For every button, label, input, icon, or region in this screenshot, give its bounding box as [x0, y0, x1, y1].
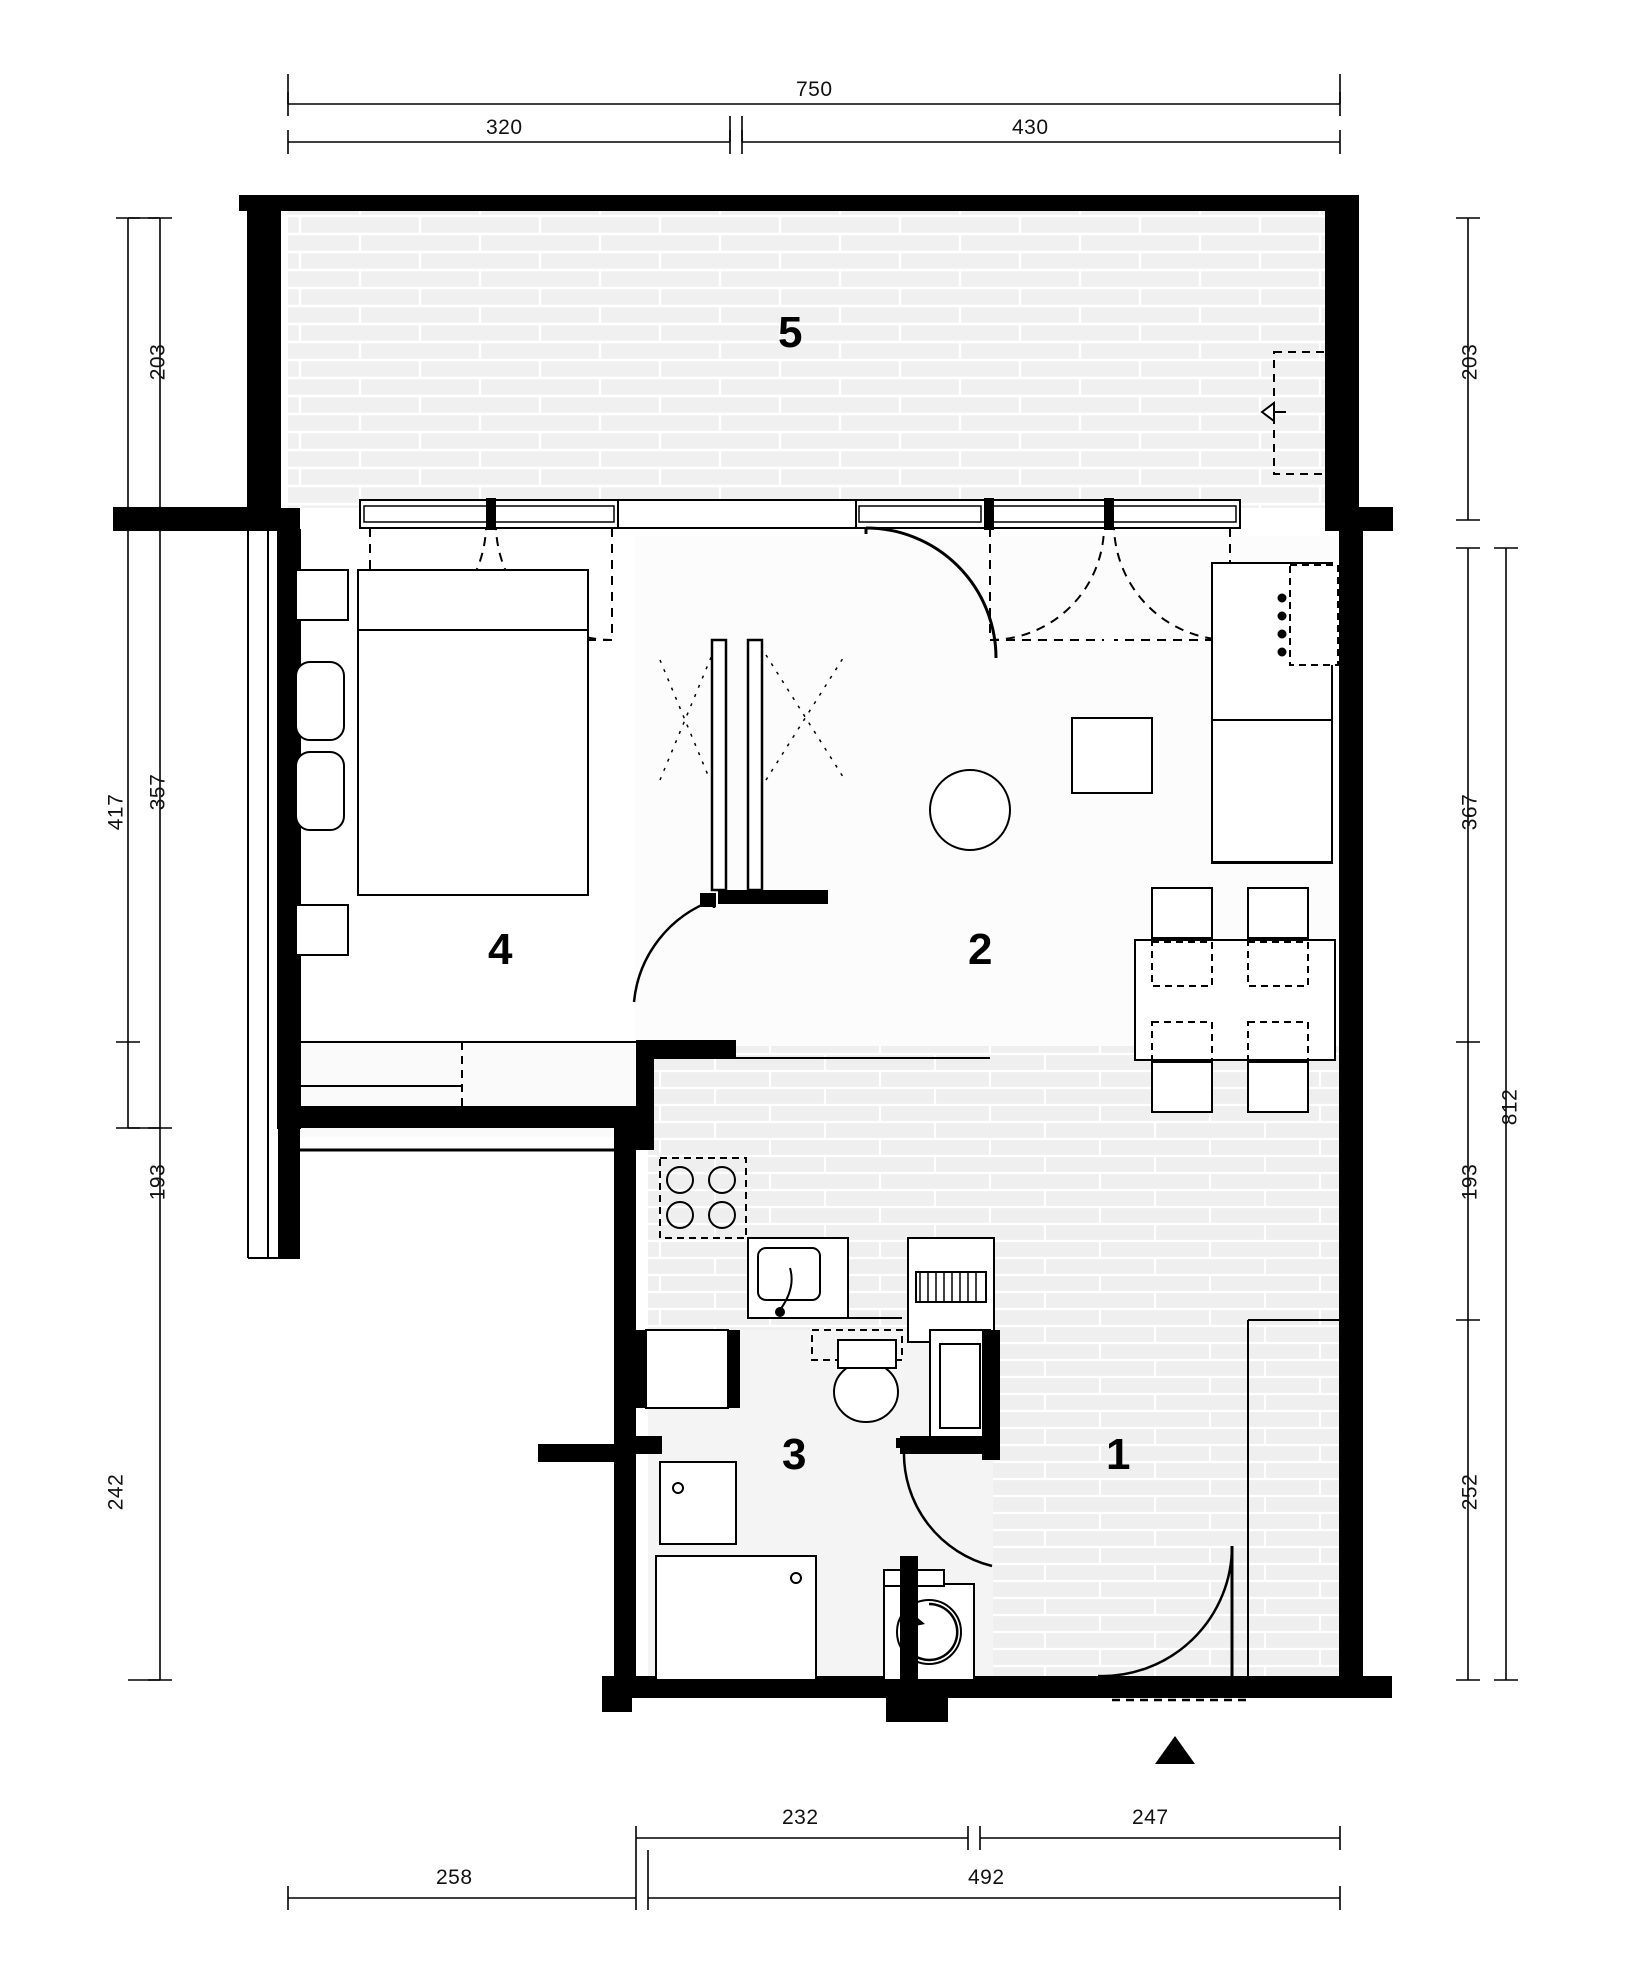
dim-bottom-258: 258: [436, 1866, 473, 1889]
dim-left-417: 417: [104, 793, 128, 831]
dim-left-203: 203: [146, 343, 170, 381]
dim-right-252: 252: [1458, 1473, 1482, 1511]
room-label-1: 1: [1106, 1430, 1131, 1479]
dim-bottom-247: 247: [1132, 1806, 1169, 1829]
room-label-2: 2: [968, 925, 993, 974]
balcony-door-frames: [360, 498, 1240, 530]
dim-bottom-492: 492: [968, 1866, 1005, 1889]
room-fill-balcony: [288, 198, 1340, 508]
dim-right-193: 193: [1458, 1163, 1482, 1201]
dim-bottom-232: 232: [782, 1806, 819, 1829]
dim-right-203: 203: [1458, 343, 1482, 381]
room-label-4: 4: [488, 925, 513, 974]
room-label-3: 3: [782, 1430, 807, 1479]
dim-right-367: 367: [1458, 793, 1482, 831]
dim-left-242: 242: [104, 1473, 128, 1511]
dim-right-812: 812: [1498, 1088, 1522, 1126]
dim-top-750: 750: [796, 78, 833, 101]
dim-top-320: 320: [486, 116, 523, 139]
room-label-5: 5: [778, 308, 803, 357]
dim-left-357: 357: [146, 773, 170, 811]
entry-direction-arrow: [1155, 1736, 1195, 1764]
dim-left-193: 193: [146, 1163, 170, 1201]
dim-top-430: 430: [1012, 116, 1049, 139]
